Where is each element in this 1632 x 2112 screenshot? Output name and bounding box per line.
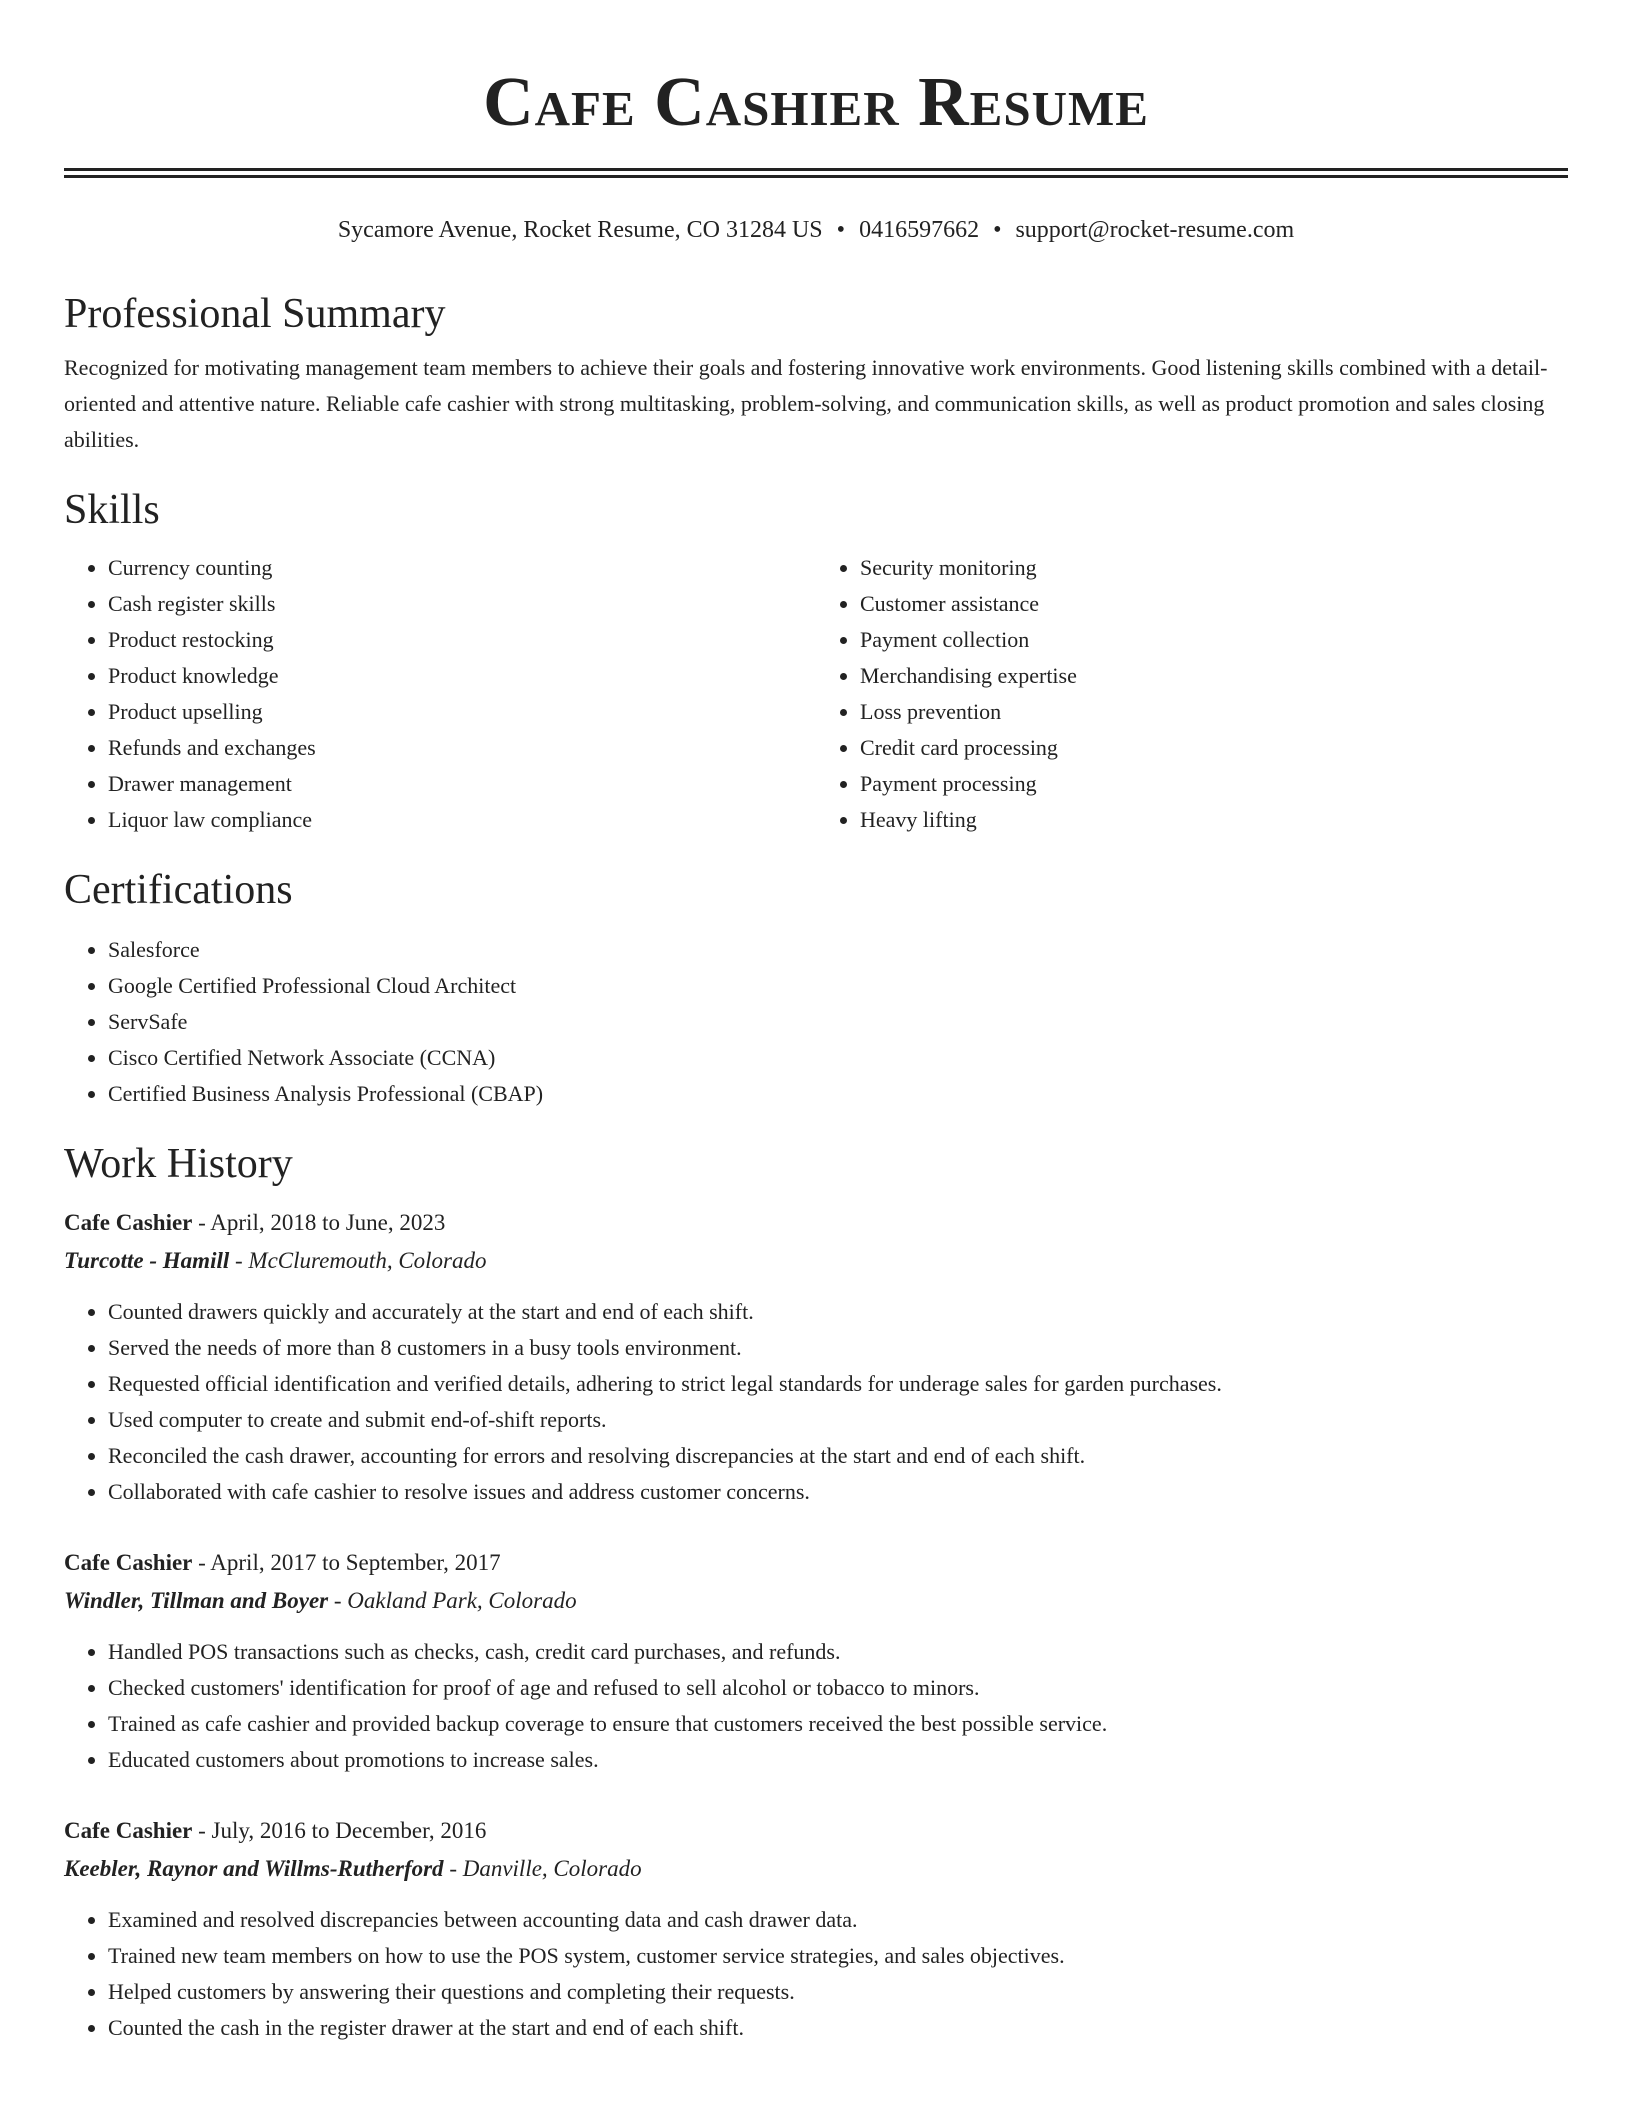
skill-item: • Drawer management	[108, 766, 816, 802]
job-employer-line	[64, 1850, 1568, 1888]
job-location: - McCluremouth, Colorado	[229, 1248, 487, 1273]
skill-item: • Heavy lifting	[860, 802, 1568, 838]
job-bullet: • Examined and resolved discrepancies between accounting data and cash drawer data.	[108, 1902, 1568, 1938]
contact-email: support@rocket-resume.com	[1015, 217, 1295, 243]
skill-item: • Security monitoring	[860, 550, 1568, 586]
skill-item: • Loss prevention	[860, 694, 1568, 730]
job-company: Keebler, Raynor and Willms-Rutherford	[64, 1856, 444, 1881]
skill-item: • Liquor law compliance	[108, 802, 816, 838]
resume-title: Cafe Cashier Resume	[483, 64, 1149, 141]
job-location: - Danville, Colorado	[443, 1856, 642, 1881]
job-dates: - April, 2018 to June, 2023	[192, 1210, 446, 1235]
certification-item: • Salesforce	[108, 932, 1568, 968]
job-title: Cafe Cashier	[64, 1210, 193, 1235]
summary-text: Recognized for motivating management team members to achieve their goals and fostering innovative work environments. Good listening skills combined with a detail-oriented and attentive nature. Reliable cafe cashier with strong multitasking, problem-solving, and communication skills, as well as product promotion and sales closing abilities.	[64, 355, 1548, 452]
skill-item: • Payment processing	[860, 766, 1568, 802]
job-bullet: • Helped customers by answering their questions and completing their requests.	[108, 1974, 1568, 2010]
contact-separator: •	[993, 217, 1002, 243]
job-header	[64, 1544, 1568, 1582]
certification-item: • Cisco Certified Network Associate (CCNA)	[108, 1040, 1568, 1076]
job-bullets	[64, 1902, 1568, 2046]
contact-line	[64, 214, 1568, 246]
skill-item: • Refunds and exchanges	[108, 730, 816, 766]
skills-list-right	[816, 550, 1568, 838]
skills-columns	[64, 550, 1568, 838]
job-bullet: • Trained new team members on how to use the POS system, customer service strategies, and sales objectives.	[108, 1938, 1568, 1974]
certification-item: • Certified Business Analysis Professional (CBAP)	[108, 1076, 1568, 1112]
certification-item: • Google Certified Professional Cloud Architect	[108, 968, 1568, 1004]
skill-item: • Currency counting	[108, 550, 816, 586]
job-company: Turcotte - Hamill	[64, 1248, 230, 1273]
job-bullet: • Trained as cafe cashier and provided backup coverage to ensure that customers received the best possible service.	[108, 1706, 1568, 1742]
job-bullets	[64, 1634, 1568, 1778]
job-dates: - July, 2016 to December, 2016	[192, 1818, 487, 1843]
job-bullets	[64, 1294, 1568, 1510]
job-bullet: • Checked customers' identification for proof of age and refused to sell alcohol or tobacco to minors.	[108, 1670, 1568, 1706]
certification-item: • ServSafe	[108, 1004, 1568, 1040]
job-location: - Oakland Park, Colorado	[328, 1588, 577, 1613]
job-bullet: • Counted drawers quickly and accurately at the start and end of each shift.	[108, 1294, 1568, 1330]
skill-item: • Credit card processing	[860, 730, 1568, 766]
skill-item: • Cash register skills	[108, 586, 816, 622]
job-bullet: • Handled POS transactions such as checks, cash, credit card purchases, and refunds.	[108, 1634, 1568, 1670]
job-company: Windler, Tillman and Boyer	[64, 1588, 329, 1613]
job-title: Cafe Cashier	[64, 1818, 193, 1843]
job-bullet: • Educated customers about promotions to increase sales.	[108, 1742, 1568, 1778]
title-divider	[64, 168, 1568, 178]
job-bullet: • Served the needs of more than 8 customers in a busy tools environment.	[108, 1330, 1568, 1366]
job-bullet: • Used computer to create and submit end-of-shift reports.	[108, 1402, 1568, 1438]
job-entry	[64, 1544, 1568, 1778]
skills-heading: Skills	[64, 487, 160, 533]
job-employer-line	[64, 1582, 1568, 1620]
contact-address: Sycamore Avenue, Rocket Resume, CO 31284 US	[337, 217, 823, 243]
job-bullet: • Counted the cash in the register drawer at the start and end of each shift.	[108, 2010, 1568, 2046]
job-dates: - April, 2017 to September, 2017	[192, 1550, 501, 1575]
job-bullet: • Requested official identification and verified details, adhering to strict legal standards for underage sales for garden purchases.	[108, 1366, 1568, 1402]
certifications-list	[64, 932, 1568, 1112]
skill-item: • Product restocking	[108, 622, 816, 658]
contact-phone: 0416597662	[859, 217, 980, 243]
skill-item: • Product knowledge	[108, 658, 816, 694]
skill-item: • Merchandising expertise	[860, 658, 1568, 694]
job-header	[64, 1204, 1568, 1242]
skill-item: • Payment collection	[860, 622, 1568, 658]
work-history-heading: Work History	[64, 1141, 293, 1187]
job-entry	[64, 1812, 1568, 2046]
job-entry	[64, 1204, 1568, 1510]
job-title: Cafe Cashier	[64, 1550, 193, 1575]
skill-item: • Product upselling	[108, 694, 816, 730]
contact-separator: •	[836, 217, 846, 243]
certifications-heading: Certifications	[64, 867, 293, 913]
job-header	[64, 1812, 1568, 1850]
job-employer-line	[64, 1242, 1568, 1280]
summary-heading: Professional Summary	[64, 291, 446, 337]
skills-list-left	[64, 550, 816, 838]
job-bullet: • Reconciled the cash drawer, accounting for errors and resolving discrepancies at the start and end of each shift.	[108, 1438, 1568, 1474]
job-bullet: • Collaborated with cafe cashier to resolve issues and address customer concerns.	[108, 1474, 1568, 1510]
skill-item: • Customer assistance	[860, 586, 1568, 622]
